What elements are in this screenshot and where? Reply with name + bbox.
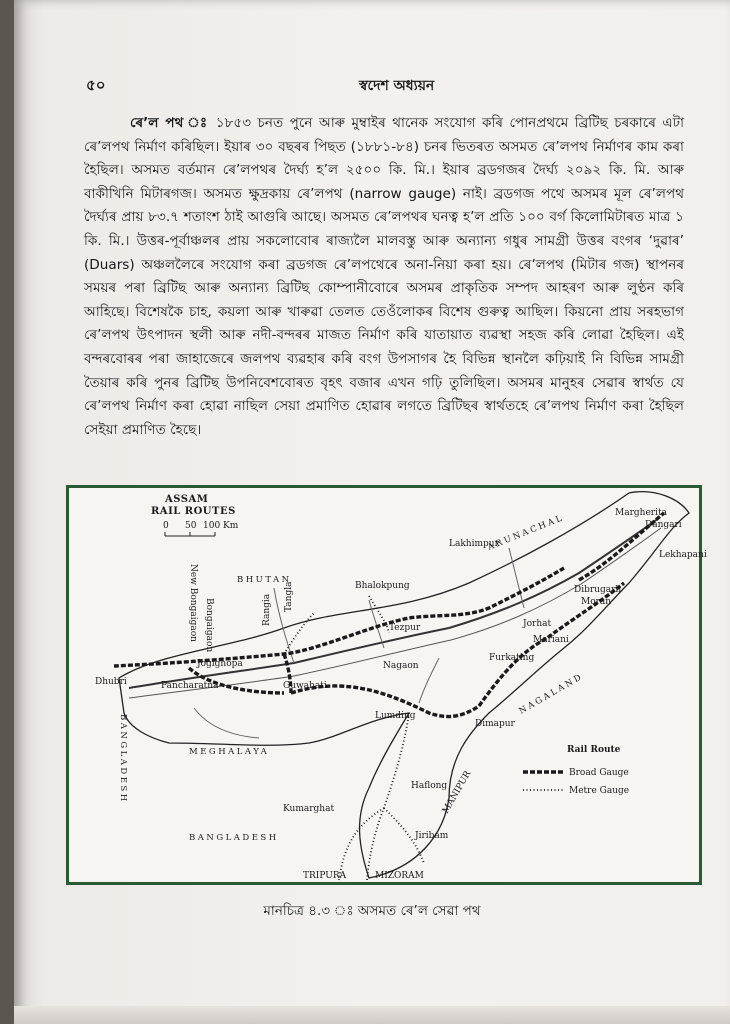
broad-gauge-line: [114, 568, 564, 666]
section-lead: ৰে’ল পথ ঃ: [130, 115, 210, 131]
map-legend: [523, 745, 629, 796]
map-caption: মানচিত্ৰ ৪.৩ ঃ অসমত ৰে’ল সেৱা পথ: [263, 903, 481, 919]
place-guwahati: Guwahati: [283, 681, 327, 691]
place-mariani: Mariani: [533, 635, 569, 645]
tributary-river: [419, 658, 439, 703]
legend-title: Rail Route: [567, 745, 621, 755]
region-meghalaya: MEGHALAYA: [189, 747, 270, 757]
scale-label-0: 0: [163, 521, 169, 531]
region-mizoram: MIZORAM: [375, 871, 424, 881]
place-lekhapani: Lekhapani: [659, 550, 707, 560]
region-bangladesh-west: BANGLADESH: [118, 714, 128, 804]
region-nagaland: NAGALAND: [517, 671, 586, 717]
legend-metre-gauge-label: Metre Gauge: [569, 786, 630, 796]
map-canvas: [69, 488, 707, 882]
place-rangia: Rangia: [262, 593, 272, 626]
region-bangladesh-south: BANGLADESH: [189, 833, 279, 843]
paragraph-text: ১৮৫৩ চনত পুনে আৰু মুম্বাইৰ থানেক সংযোগ কৰি পোনপ্ৰথমে ব্ৰিটিছ চৰকাৰে এটা ৰে’লপথ নিৰ্মাণ কৰিছিল। ইয়াৰ ৩০ বছৰৰ পিছত (১৮৮১-৮৪) চনৰ ভিতৰত অসমত ৰে’লপথ নিৰ্মাণৰ কাম কৰা হৈছিল। অসমত বৰ্তমান ৰে’লপথৰ দৈৰ্ঘ্য হ’ল ২৫০০ কি. মি.। ইয়াৰ ব্ৰডগজৰ দৈৰ্ঘ্য ২০৯২ কি. মি. আৰু বাকীখিনি মিটাৰগজ। অসমত ক্ষুদ্ৰকায় ৰে’লপথ (narrow gauge) নাই। ব্ৰডগজ পথে অসমৰ মূল ৰে’লপথ দৈৰ্ঘ্যৰ প্ৰায় ৮৩.৭ শতাংশ ঠাই আগুৰি আছে। অসমত ৰে’লপথৰ ঘনত্ব হ’ল প্ৰতি ১০০ বৰ্গ কিলোমিটাৰত মাত্ৰ ১ কি. মি.। উত্তৰ-পূৰ্বাঞ্চলৰ প্ৰায় সকলোবোৰ ৰাজ্যলৈ মালবস্তু আৰু অন্যান্য গধুৰ সামগ্ৰী উত্তৰ বংগৰ ‘দুৱাৰ’ (Duars) অঞ্চললৈৰে সংযোগ কৰা ব্ৰডগজ ৰে’লপথেৰে অনা-নিয়া কৰা হয়। ৰে’লপথ (মিটাৰ গজ) স্থাপনৰ সময়ৰ পৰা ব্ৰিটিছ আৰু অন্যান্য ব্ৰিটিছ কোম্পানীবোৰে অসমৰ প্ৰাকৃতিক সম্পদ আহৰণ আৰু লুণ্ঠন কৰি আহিছে। বিশেষকৈ চাহ, কয়লা আৰু খাৰুৱা তেলত তেওঁলোকৰ বিশেষ গুৰুত্ব আছিল। কিয়নো প্ৰায় সৰহভাগ ৰে’লপথ উৎপাদন স্থলী আৰু নদী-বন্দৰৰ মাজত নিৰ্মাণ কৰি যাতায়াত ব্যৱস্থা সহজ কৰি লোৱা হৈছিল। এই বন্দৰবোৰৰ পৰা জাহাজেৰে জলপথ ব্যৱহাৰ কৰি বংগ উপসাগৰ হৈ বিভিন্ন স্থানলৈ কঢ়িয়াই নি বিভিন্ন সামগ্ৰী তৈয়াৰ কৰি পুনৰ ব্ৰিটিছ উপনিবেশবোৰত বৃহৎ বজাৰ এখন গঢ়ি তুলিছিল। অসমৰ মানুহৰ সেৱাৰ স্বাৰ্থত যে ৰে’লপথ নিৰ্মাণ কৰা হোৱা নাছিল সেয়া প্ৰমাণিত হোৱাৰ লগতে ব্ৰিটিছৰ স্বাৰ্থতহে ৰে’লপথ নিৰ্মাণ কৰা হৈছিল সেইয়া প্ৰমাণিত হৈছে।: [84, 115, 685, 438]
place-tangla: Tangla: [284, 581, 294, 612]
place-lumding: Lumding: [375, 711, 416, 721]
place-tezpur: Tezpur: [389, 623, 421, 633]
region-tripura: TRIPURA: [303, 871, 347, 881]
map-title: ASSAM: [165, 494, 209, 505]
region-manipur: MANIPUR: [440, 769, 474, 816]
map-subtitle: RAIL ROUTES: [151, 506, 236, 517]
metre-gauge-line: [367, 713, 409, 880]
place-furkating: Furkating: [489, 653, 535, 663]
place-pancharatna: Pancharatna: [161, 681, 219, 691]
place-nagaon: Nagaon: [383, 661, 419, 671]
legend-broad-gauge-label: Broad Gauge: [569, 768, 629, 778]
place-haflong: Haflong: [411, 781, 448, 791]
region-bhutan: BHUTAN: [237, 575, 292, 585]
place-bongaigaon: Bongaigaon: [204, 598, 214, 653]
place-dangari: Dangari: [645, 520, 682, 530]
scale-label-100: 100 Km: [203, 521, 239, 531]
place-bhalukpung: Bhalokpung: [355, 581, 410, 591]
metre-gauge-line: [339, 808, 384, 880]
place-jogighopa: Jogighopa: [197, 659, 243, 669]
body-paragraph: [84, 112, 684, 442]
page-edge: [14, 1006, 730, 1024]
place-lakhimpur: Lakhimpur: [449, 539, 499, 549]
region-arunachal: ARUNACHAL: [486, 512, 566, 553]
place-jiribam: Jiribam: [415, 831, 449, 841]
page-number: ৫০: [86, 76, 106, 94]
scale-label-50: 50: [185, 521, 197, 531]
place-moran: Moran: [581, 597, 612, 607]
place-jorhat: Jorhat: [523, 619, 552, 629]
tributary-river: [194, 708, 259, 738]
book-page: [14, 0, 730, 1024]
rail-route-map: [66, 485, 707, 885]
place-dibrugarh: Dibrugarh: [574, 585, 622, 595]
place-dhubri: Dhubri: [95, 677, 127, 687]
place-margherita: Margherita: [615, 508, 667, 518]
place-dimapur: Dimapur: [475, 719, 515, 729]
running-head: স্বদেশ অধ্যয়ন: [359, 78, 435, 94]
place-new-bongaigaon: New Bongaigaon: [188, 564, 198, 642]
place-kumarghat: Kumarghat: [283, 804, 335, 814]
